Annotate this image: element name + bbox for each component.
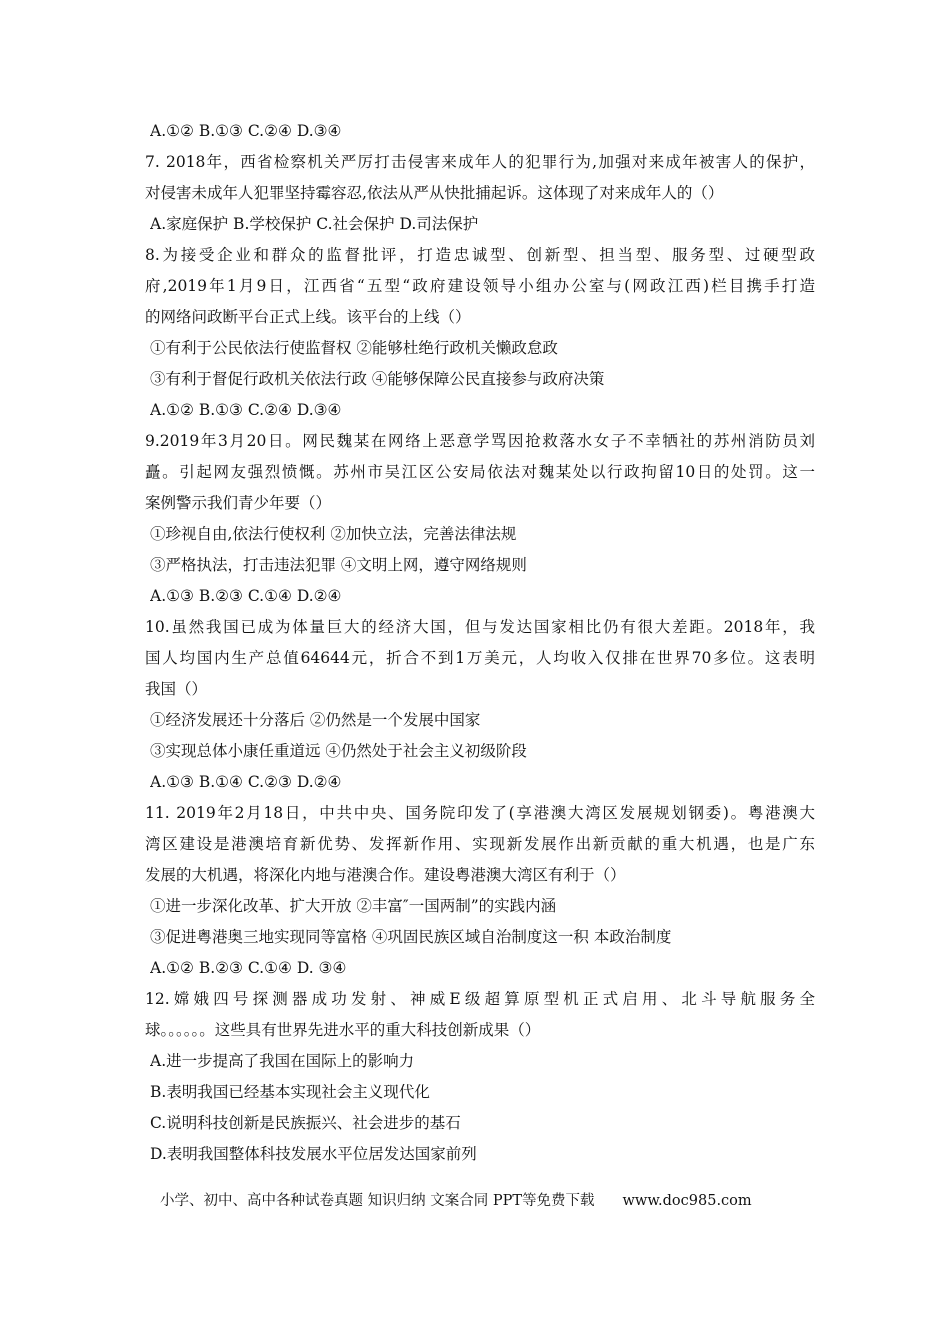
q8-stem-line-2: 府,2019年1月9日，江西省“五型“政府建设领导小组办公室与(网政江西)栏目携手打造 bbox=[145, 277, 815, 295]
q8-statements-3-4: ③有利于督促行政机关依法行政 ④能够保障公民直接参与政府决策 bbox=[150, 370, 605, 388]
q6-answer-options: A.①② B.①③ C.②④ D.③④ bbox=[150, 122, 342, 140]
q8-answer-options: A.①② B.①③ C.②④ D.③④ bbox=[150, 401, 342, 419]
q9-statements-1-2: ①珍视自由,依法行使权利 ②加快立法，完善法律法规 bbox=[150, 525, 517, 543]
q11-statements-1-2: ①进一步深化改革、扩大开放 ②丰富″一国两制”的实践内涵 bbox=[150, 897, 557, 915]
q8-stem-line-1: 8.为接受企业和群众的监督批评，打造忠诚型、创新型、担当型、服务型、过硬型政 bbox=[145, 246, 815, 264]
page-footer bbox=[160, 1188, 752, 1214]
q12-option-d: D.表明我国整体科技发展水平位居发达国家前列 bbox=[150, 1145, 477, 1163]
q8-statements-1-2: ①有利于公民依法行使监督权 ②能够杜绝行政机关懒政怠政 bbox=[150, 339, 558, 357]
q11-stem-line-1: 11. 2019年2月18日，中共中央、国务院印发了(享港澳大湾区发展规划钢委)。粤港澳大 bbox=[145, 804, 815, 822]
q11-answer-options: A.①② B.②③ C.①④ D. ③④ bbox=[150, 959, 347, 977]
q7-stem-line-1: 7. 2018年，西省检察机关严厉打击侵害来成年人的犯罪行为,加强对来成年被害人的保护， bbox=[145, 153, 815, 171]
footer-url: www.doc985.com bbox=[622, 1193, 752, 1209]
q10-statements-3-4: ③实现总体小康任重道远 ④仍然处于社会主义初级阶段 bbox=[150, 742, 527, 760]
q9-stem-line-1: 9.2019年3月20日。网民魏某在网络上恶意学骂因抢救落水女子不幸牺社的苏州消防员刘 bbox=[145, 432, 815, 450]
q9-answer-options: A.①③ B.②③ C.①④ D.②④ bbox=[150, 587, 342, 605]
q10-answer-options: A.①③ B.①④ C.②③ D.②④ bbox=[150, 773, 342, 791]
q8-stem-line-3: 的网络问政断平台正式上线。该平台的上线（） bbox=[145, 308, 471, 326]
q12-stem-line-2: 球。。。。。。这些具有世界先进水平的重大科技创新成果（） bbox=[145, 1021, 541, 1039]
q12-option-a: A.进一步提高了我国在国际上的影响力 bbox=[150, 1052, 415, 1070]
q9-stem-line-3: 案例警示我们青少年要（） bbox=[145, 494, 332, 512]
footer-text: 小学、初中、高中各种试卷真题 知识归纳 文案合同 PPT等免费下载 bbox=[160, 1193, 595, 1209]
q7-stem-line-2: 对侵害未成年人犯罪坚持霉容忍,依法从严从快批捕起诉。这体现了对来成年人的（） bbox=[145, 184, 724, 202]
q9-statements-3-4: ③严格执法，打击违法犯罪 ④文明上网，遵守网络规则 bbox=[150, 556, 527, 574]
q9-stem-line-2: 矗。引起网友强烈愤慨。苏州市吴江区公安局依法对魏某处以行政拘留10日的处罚。这一 bbox=[145, 463, 815, 481]
q10-stem-line-3: 我国（） bbox=[145, 680, 208, 698]
q12-stem-line-1: 12.嫦娥四号探测器成功发射、神威E级超算原型机正式启用、北斗导航服务全 bbox=[145, 990, 815, 1008]
q11-stem-line-3: 发展的大机遇，将深化内地与港澳合作。建设粤港澳大湾区有利于（） bbox=[145, 866, 626, 884]
q7-answer-options: A.家庭保护 B.学校保护 C.社会保护 D.司法保护 bbox=[150, 215, 479, 233]
q11-statements-3-4: ③促进粤港奥三地实现同等富格 ④巩固民族区域自治制度这一积 本政治制度 bbox=[150, 928, 672, 946]
q10-stem-line-2: 国人均国内生产总值64644元，折合不到1万美元，人均收入仅排在世界70多位。这表明 bbox=[145, 649, 815, 667]
q10-statements-1-2: ①经济发展还十分落后 ②仍然是一个发展中国家 bbox=[150, 711, 481, 729]
q11-stem-line-2: 湾区建设是港澳培育新优势、发挥新作用、实现新发展作出新贡献的重大机遇，也是广东 bbox=[145, 835, 815, 853]
q12-option-b: B.表明我国已经基本实现社会主义现代化 bbox=[150, 1083, 430, 1101]
q12-option-c: C.说明科技创新是民族振兴、社会进步的基石 bbox=[150, 1114, 461, 1132]
q10-stem-line-1: 10.虽然我国已成为体量巨大的经济大国，但与发达国家相比仍有很大差距。2018年，我 bbox=[145, 618, 815, 636]
